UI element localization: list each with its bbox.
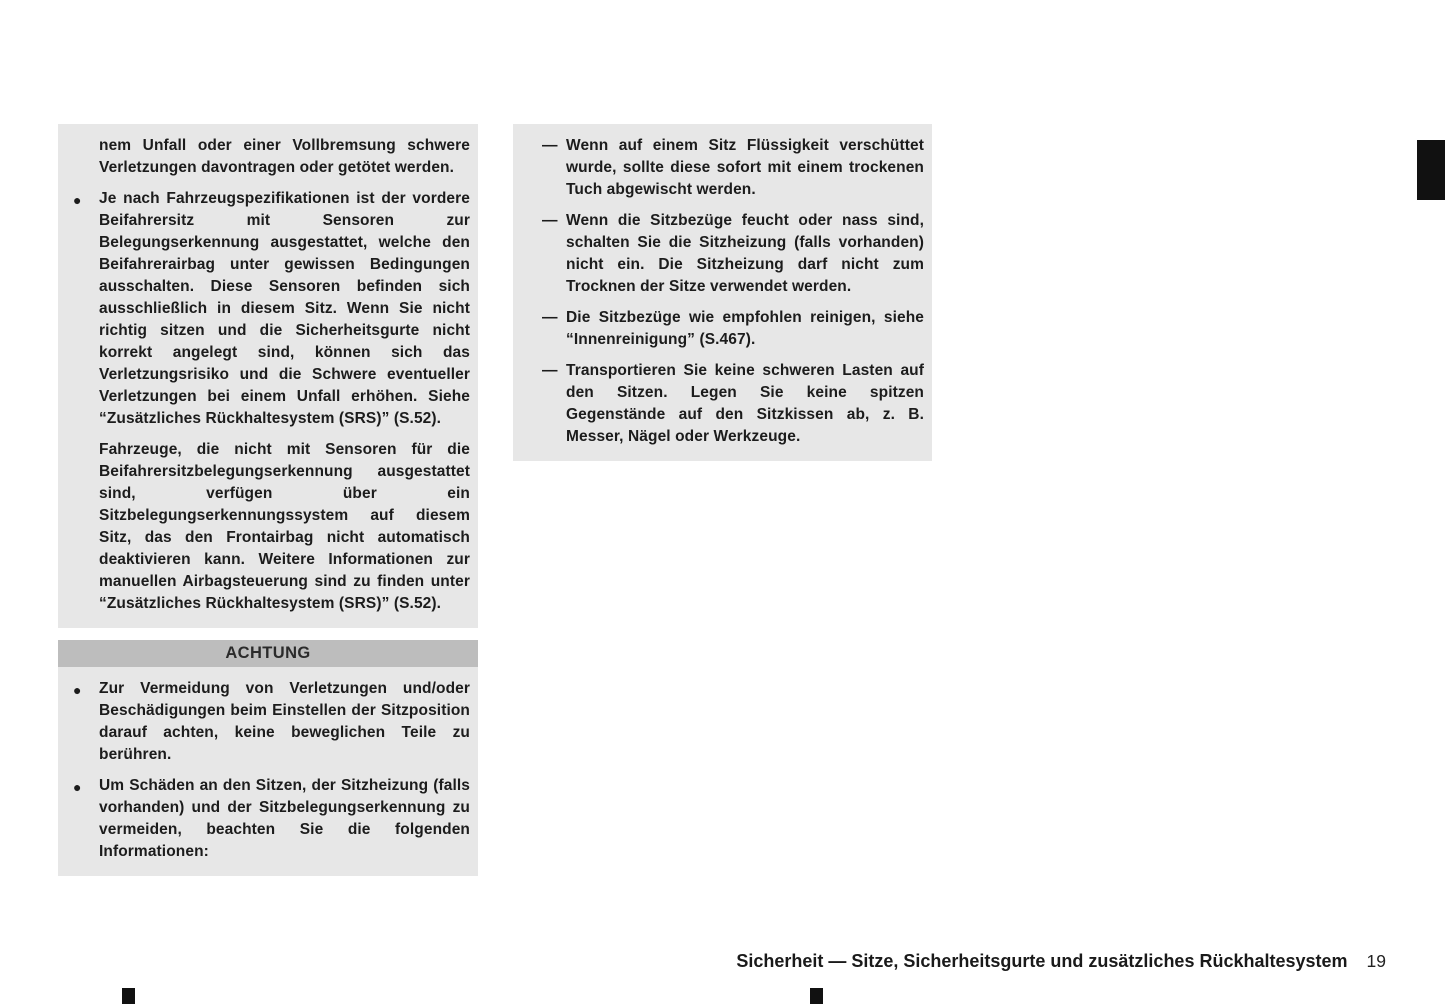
dash-item: [542, 135, 924, 201]
bullet-item: [73, 188, 470, 430]
bullet-marker-icon: ●: [73, 779, 82, 795]
bullet-item-text: Zur Vermeidung von Verletzungen und/oder Beschädigungen beim Einstellen der Sitzposition darauf achten, keine beweglichen Teile zu berühren.: [99, 680, 470, 763]
right-column: [513, 124, 932, 461]
warning-header: ACHTUNG: [58, 640, 478, 667]
left-column: [58, 124, 478, 876]
dash-item: [542, 210, 924, 298]
bullet-item-text: Je nach Fahrzeugspezifikationen ist der vordere Beifahrersitz mit Sensoren zur Belegungserkennung ausgestattet, welche den Beifahrerairbag unter gewissen Bedingungen ausschalten. Diese Sensoren befinden sich ausschließlich in diesem Sitz. Wenn Sie nicht richtig sitzen und die Sicherheitsgurte nicht korrekt angelegt sind, können sich das Verletzungsrisiko und die Schwere eventueller Verletzungen bei einem Unfall erhöhen. Siehe “Zusätzliches Rückhaltesystem (SRS)” (S.52).: [99, 190, 470, 427]
dash-item: [542, 307, 924, 351]
dash-item-text: Wenn die Sitzbezüge feucht oder nass sind, schalten Sie die Sitzheizung (falls vorhanden) nicht ein. Die Sitzheizung darf nicht zum Trocknen der Sitze verwendet werden.: [566, 212, 924, 295]
print-registration-mark: [810, 988, 823, 1004]
dash-marker-icon: —: [542, 137, 558, 154]
continuation-paragraph: nem Unfall oder einer Vollbremsung schwere Verletzungen davontragen oder getötet werden.: [99, 137, 470, 176]
dash-item-text: Transportieren Sie keine schweren Lasten auf den Sitzen. Legen Sie keine spitzen Gegenstände auf den Sitzkissen ab, z. B. Messer, Nägel oder Werkzeuge.: [566, 362, 924, 445]
dash-marker-icon: —: [542, 212, 558, 229]
bullet-marker-icon: ●: [73, 682, 82, 698]
bullet-item: [73, 775, 470, 863]
dash-marker-icon: —: [542, 362, 558, 379]
footer-section-title: Sicherheit — Sitze, Sicherheitsgurte und zusätzliches Rückhaltesystem: [736, 951, 1348, 971]
print-registration-mark: [122, 988, 135, 1004]
bullet-marker-icon: ●: [73, 192, 82, 208]
dash-item-text: Die Sitzbezüge wie empfohlen reinigen, siehe “Innenreinigung” (S.467).: [566, 309, 924, 348]
bullet-item-text: Um Schäden an den Sitzen, der Sitzheizung (falls vorhanden) und der Sitzbelegungserkennung zu vermeiden, beachten Sie die folgenden Informationen:: [99, 777, 470, 860]
body-paragraph: Fahrzeuge, die nicht mit Sensoren für die Beifahrersitzbelegungserkennung ausgestattet sind, verfügen über ein Sitzbelegungserkennungssystem auf diesem Sitz, das den Frontairbag nicht automatisch deaktivieren kann. Weitere Informationen zur manuellen Airbagsteuerung sind zu finden unter “Zusätzliches Rückhaltesystem (SRS)” (S.52).: [99, 441, 470, 612]
warning-box: [58, 667, 478, 876]
page-footer: [736, 951, 1386, 972]
dash-item-text: Wenn auf einem Sitz Flüssigkeit verschüttet wurde, sollte diese sofort mit einem trockenen Tuch abgewischt werden.: [566, 137, 924, 198]
warning-box-continued: [513, 124, 932, 461]
page-number: 19: [1366, 951, 1386, 971]
caution-continuation-box: [58, 124, 478, 628]
section-edge-tab: [1417, 140, 1445, 200]
dash-item: [542, 360, 924, 448]
dash-marker-icon: —: [542, 309, 558, 326]
bullet-item: [73, 678, 470, 766]
